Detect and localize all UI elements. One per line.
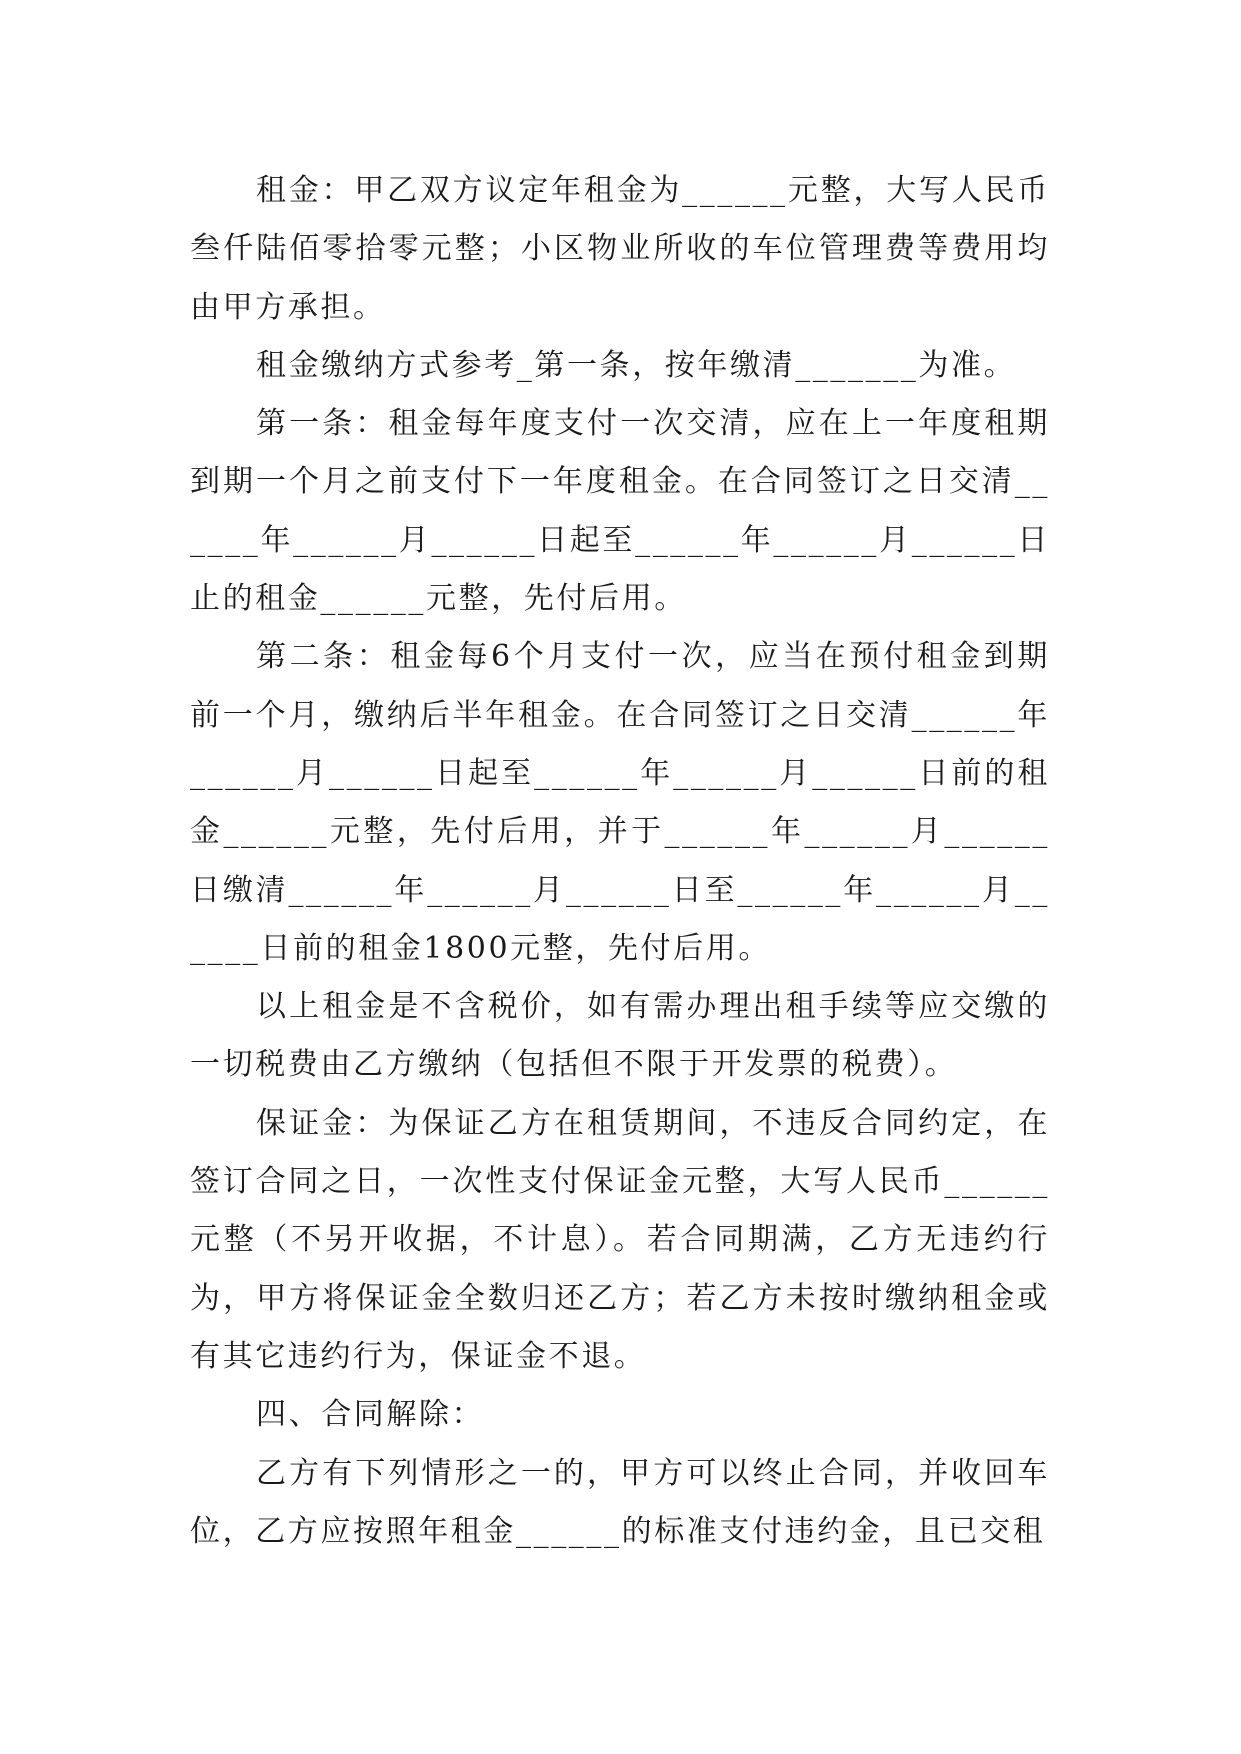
paragraph-tax-note: 以上租金是不含税价，如有需办理出租手续等应交缴的一切税费由乙方缴纳（包括但不限于开发票的税费）。 xyxy=(190,989,1050,1083)
paragraph-article-two: 第二条：租金每6个月支付一次，应当在预付租金到期前一个月，缴纳后半年租金。在合同签订之日交清______年______月______日起至______年______月______日前的租金______元整，先付后用，并于______年______月______日缴清______年______月______日至______年______月______日前的租金1800元整，先付后用。 xyxy=(190,639,1050,966)
paragraph-deposit: 保证金：为保证乙方在租赁期间，不违反合同约定，在签订合同之日，一次性支付保证金元整，大写人民币______元整（不另开收据，不计息）。若合同期满，乙方无违约行为，甲方将保证金全数归还乙方；若乙方未按时缴纳租金或有其它违约行为，保证金不退。 xyxy=(190,1105,1050,1374)
paragraph-rent-amount: 租金：甲乙双方议定年租金为______元整，大写人民币叁仟陆佰零拾零元整；小区物业所收的车位管理费等费用均由甲方承担。 xyxy=(190,173,1050,325)
paragraph-payment-method: 租金缴纳方式参考_第一条，按年缴清_______为准。 xyxy=(256,347,1017,383)
document-page xyxy=(190,162,1050,1561)
paragraph-article-one: 第一条：租金每年度支付一次交清，应在上一年度租期到期一个月之前支付下一年度租金。在合同签订之日交清______年______月______日起至______年______月______日止的租金______元整，先付后用。 xyxy=(190,406,1050,617)
paragraph-termination-conditions: 乙方有下列情形之一的，甲方可以终止合同，并收回车位，乙方应按照年租金______的标准支付违约金，且已交租 xyxy=(190,1455,1050,1549)
section-heading-termination: 四、合同解除： xyxy=(256,1397,485,1433)
